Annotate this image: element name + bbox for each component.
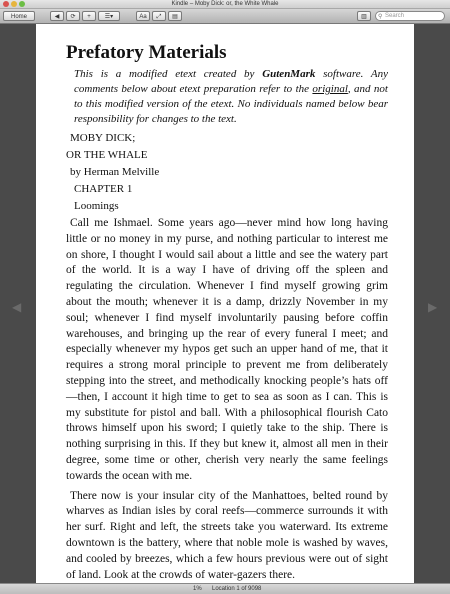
location-indicator: Location 1 of 9098 [212,586,262,592]
next-page-arrow-icon[interactable]: ▶ [428,300,438,314]
close-window-button[interactable] [3,1,9,7]
zoom-window-button[interactable] [19,1,25,7]
chapter-title: Loomings [74,200,119,212]
title-bar [0,0,450,9]
home-button[interactable]: Home [3,11,35,21]
notes-panel-icon[interactable]: ▥ [357,11,371,21]
original-link[interactable]: original [312,83,348,95]
book-page [36,24,414,583]
progress-percent: 1% [193,586,202,592]
goto-menu-button[interactable]: ☰▾ [98,11,120,21]
status-bar [0,583,450,594]
minimize-window-button[interactable] [11,1,17,7]
notice-text-2: software. Any comments below about etext preparation refer to the [74,68,388,95]
paragraph: There now is your insular city of the Manhattoes, belted round by wharves as Indian isles by coral reefs—commerce surrounds it with her surf. Right and left, the streets take you waterward. Its extreme downtown is the battery, where that noble mole is washed by waves, and cooled by breezes, which a few hours previous were out of sight of land. Look at the crowds of water-gazers there. [66,489,388,581]
book-title-line-1: MOBY DICK; [70,132,136,144]
add-bookmark-icon[interactable]: + [82,11,96,21]
notice-brand: GutenMark [262,68,316,80]
etext-notice [74,67,388,127]
toolbar [0,9,450,24]
view-mode-icon[interactable]: ▤ [168,11,182,21]
book-title-line-2: OR THE WHALE [66,149,148,161]
font-settings-button[interactable]: Aa [136,11,150,21]
search-input[interactable] [375,11,445,21]
paragraph: Call me Ishmael. Some years ago—never mind how long having little or no money in my purse, and nothing particular to interest me on shore, I thought I would sail about a little and see the watery part of the world. It is a way I have of driving off the spleen and regulating the circulation. Whenever I find myself growing grim about the mouth; whenever it is a damp, drizzly November in my soul; whenever I find myself involuntarily pausing before coffin warehouses, and bringing up the rear of every funeral I meet; and especially whenever my hypos get such an upper hand of me, that it requires a strong moral principle to prevent me from deliberately stepping into the street, and methodically knocking people’s hats off—then, I account it high time to get to sea as soon as I can. This is my substitute for pistol and ball. With a philosophical flourish Cato throws himself upon his sword; I quietly take to the ship. There is nothing surprising in this. If they but knew it, almost all men in their degree, some time or other, cherish very nearly the same feelings towards the ocean with me. [66,217,388,482]
notice-text-1: This is a modified etext created by [74,68,263,80]
fullscreen-icon[interactable]: ⤢ [152,11,166,21]
sync-icon[interactable]: ⟳ [66,11,80,21]
chapter-number: CHAPTER 1 [74,183,133,195]
notice-text-3: , and not to this modified version of the etext. No individuals named below bear responsibility for changes to the text. [74,83,388,125]
window-title: Kindle – Moby Dick: or, the White Whale [171,1,279,7]
section-heading: Prefatory Materials [66,42,227,63]
back-icon[interactable]: ◀ [50,11,64,21]
previous-page-arrow-icon[interactable]: ◀ [12,300,22,314]
book-author: by Herman Melville [70,166,160,178]
search-placeholder: Search [385,13,405,19]
search-icon: ⚲ [378,14,383,20]
